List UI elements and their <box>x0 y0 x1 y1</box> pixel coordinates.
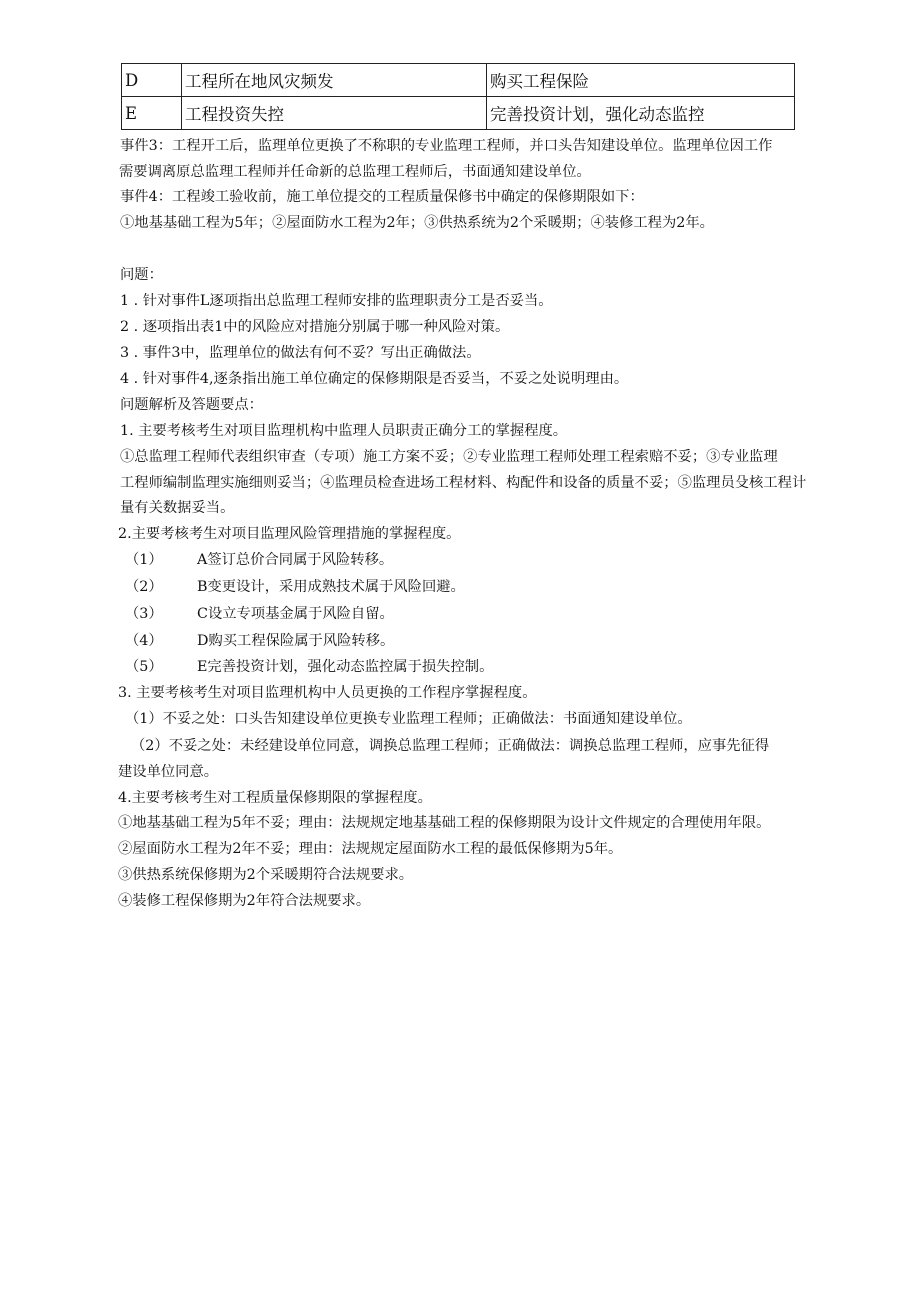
answer2-item-text: C设立专项基金属于风险自留。 <box>197 606 394 622</box>
risk-code-cell: E <box>122 97 182 130</box>
answer2-item-text: A签订总价合同属于风险转移。 <box>197 552 394 568</box>
risk-description-cell: 工程所在地风灾频发 <box>182 64 487 97</box>
answer2-item-number: （2） <box>125 579 163 595</box>
risk-measure-cell: 购买工程保险 <box>487 64 795 97</box>
answer2-item-text: D购买工程保险属于风险转移。 <box>197 633 395 649</box>
question-item: 4 . 针对事件4,逐条指出施工单位确定的保修期限是否妥当，不妥之处说明理由。 <box>120 371 629 387</box>
answer2-item-number: （1） <box>125 552 163 568</box>
answers-heading: 问题解析及答题要点： <box>120 397 263 413</box>
answer3-line-2: （2）不妥之处：未经建设单位同意，调换总监理工程师；正确做法：调换总监理工程师，应事先征得 <box>131 738 770 754</box>
answer1-line-2: 工程师编制监理实施细则妥当；④监理员检查进场工程材料、构配件和设备的质量不妥；⑤监理员殳核工程计 <box>120 475 807 491</box>
answer1-title: 1. 主要考核考生对项目监理机构中监理人员职责正确分工的掌握程度。 <box>120 423 568 439</box>
answer4-item: ②屋面防水工程为2年不妥；理由：法规规定屋面防水工程的最低保修期为5年。 <box>118 841 623 857</box>
answer2-item-number: （5） <box>125 659 163 675</box>
answer3-line-3: 建设单位同意。 <box>118 764 219 780</box>
answer3-title: 3. 主要考核考生对项目监理机构中人员更换的工作程序掌握程度。 <box>118 685 537 701</box>
answer4-item: ③供热系统保修期为2个采暖期符合法规要求。 <box>118 867 414 883</box>
table-row <box>122 97 795 130</box>
question-item: 2 . 逐项指出表1中的风险应对措施分别属于哪一种风险对策。 <box>120 319 510 335</box>
event4-items: ①地基基础工程为5年；②屋面防水工程为2年；③供热系统为2个采暖期；④装修工程为2年。 <box>120 215 714 231</box>
event3-line-1: 事件3：工程开工后，监理单位更换了不称职的专业监理工程师，并口头告知建设单位。监理单位因工作 <box>120 138 773 154</box>
answer4-title: 4.主要考核考生对工程质量保修期限的掌握程度。 <box>118 790 432 806</box>
risk-measure-cell: 完善投资计划，强化动态监控 <box>487 97 795 130</box>
questions-heading: 问题： <box>120 267 163 283</box>
answer2-item-number: （4） <box>125 633 163 649</box>
answer3-line-1: （1）不妥之处：口头告知建设单位更换专业监理工程师；正确做法：书面通知建设单位。 <box>125 711 692 727</box>
answer2-item-text: B变更设计，采用成熟技术属于风险回避。 <box>197 579 465 595</box>
event3-line-2: 需要调离原总监理工程师并任命新的总监理工程师后，书面通知建设单位。 <box>119 164 591 180</box>
answer1-line-3: 量有关数据妥当。 <box>120 500 235 516</box>
question-item: 3 . 事件3中，监理单位的做法有何不妥？写出正确做法。 <box>120 345 481 361</box>
answer4-item: ①地基基础工程为5年不妥；理由：法规规定地基基础工程的保修期限为设计文件规定的合理使用年限。 <box>118 815 771 831</box>
table-row <box>122 64 795 97</box>
risk-description-cell: 工程投资失控 <box>182 97 487 130</box>
answer2-item-text: E完善投资计划，强化动态监控属于损失控制。 <box>197 659 494 675</box>
answer2-item-number: （3） <box>125 606 163 622</box>
risk-response-table <box>121 63 795 130</box>
answer1-line-1: ①总监理工程师代表组织审查（专项）施工方案不妥；②专业监理工程师处理工程索赔不妥；③专业监理 <box>120 449 778 465</box>
question-item: 1 . 针对事件L逐项指出总监理工程师安排的监理职责分工是否妥当。 <box>120 293 553 309</box>
answer4-item: ④装修工程保修期为2年符合法规要求。 <box>118 893 371 909</box>
risk-code-cell: D <box>122 64 182 97</box>
answer2-title: 2.主要考核考生对项目监理风险管理措施的掌握程度。 <box>118 526 461 542</box>
event4-line: 事件4：工程竣工验收前，施工单位提交的工程质量保修书中确定的保修期限如下： <box>120 189 644 205</box>
